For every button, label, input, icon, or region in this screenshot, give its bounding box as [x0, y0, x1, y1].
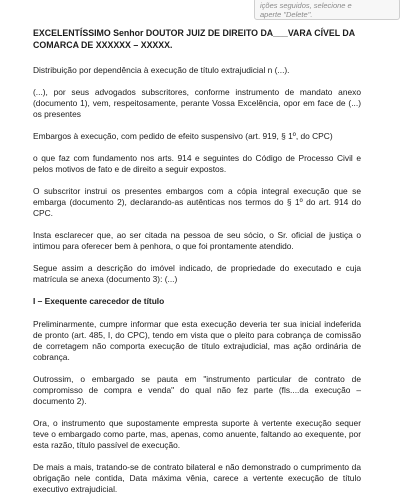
- help-tooltip: [254, 0, 400, 20]
- paragraph-fundamento: o que faz com fundamento nos arts. 914 e seguintes do Código de Processo Civil e pelos motivos de fato e de direito a seguir expostos.: [33, 153, 361, 174]
- document-header: EXCELENTÍSSIMO Senhor DOUTOR JUIZ DE DIREITO DA___VARA CÍVEL DA COMARCA DE XXXXXX – XXXXX.: [33, 28, 355, 50]
- paragraph-outrossim: Outrossim, o embargado se pauta em "instrumento particular de contrato de compromisso de compra e venda" do qual não fez parte (fls....da execução – documento 2).: [33, 374, 361, 406]
- paragraph-esclarecer: Insta esclarecer que, ao ser citada na pessoa de seu sócio, o Sr. oficial de justiça o intimou para oferecer bem à penhora, o que foi prontamente atendido.: [33, 230, 361, 251]
- paragraph-distribution: Distribuição por dependência à execução de título extrajudicial n (...).: [33, 65, 290, 75]
- section-heading-1: I – Exequente carecedor de título: [33, 296, 165, 306]
- tooltip-line-2: aperte "Delete".: [260, 10, 313, 19]
- tooltip-line-1: ições seguidos, selecione e: [260, 1, 352, 10]
- paragraph-descricao-imovel: Segue assim a descrição do imóvel indicado, de propriedade do executado e cuja matrícula se anexa (documento 3): (...): [33, 263, 361, 284]
- paragraph-parties: (...), por seus advogados subscritores, conforme instrumento de mandato anexo (documento 1), vem, respeitosamente, perante Vossa Excelência, opor em face de (...) os presentes: [33, 87, 361, 119]
- paragraph-embargos: Embargos à execução, com pedido de efeito suspensivo (art. 919, § 1º, do CPC): [33, 131, 333, 141]
- paragraph-preliminarmente: Preliminarmente, cumpre informar que esta execução deveria ter sua inicial indeferida de pronto (art. 485, I, do CPC), tendo em vista que o pleito para cobrança de comissão de corretagem não comporta execução de título extrajudicial, mas ação ordinária de cobrança.: [33, 319, 361, 362]
- paragraph-instrui: O subscritor instrui os presentes embargos com a cópia integral execução que se embarga (documento 2), declarando-as autênticas nos termos do § 1º do art. 914 do CPC.: [33, 186, 361, 218]
- paragraph-de-mais: De mais a mais, tratando-se de contrato bilateral e não demonstrado o cumprimento da obrigação nele contida, Data máxima vênia, carece a vertente execução de título executivo extrajudicial.: [33, 462, 361, 494]
- document-body: [33, 27, 361, 500]
- paragraph-ora: Ora, o instrumento que supostamente empresta suporte à vertente execução sequer teve o embargado como parte, mas, apenas, como anuente, faltando ao exequente, por esta razão, título passível de execução.: [33, 418, 361, 450]
